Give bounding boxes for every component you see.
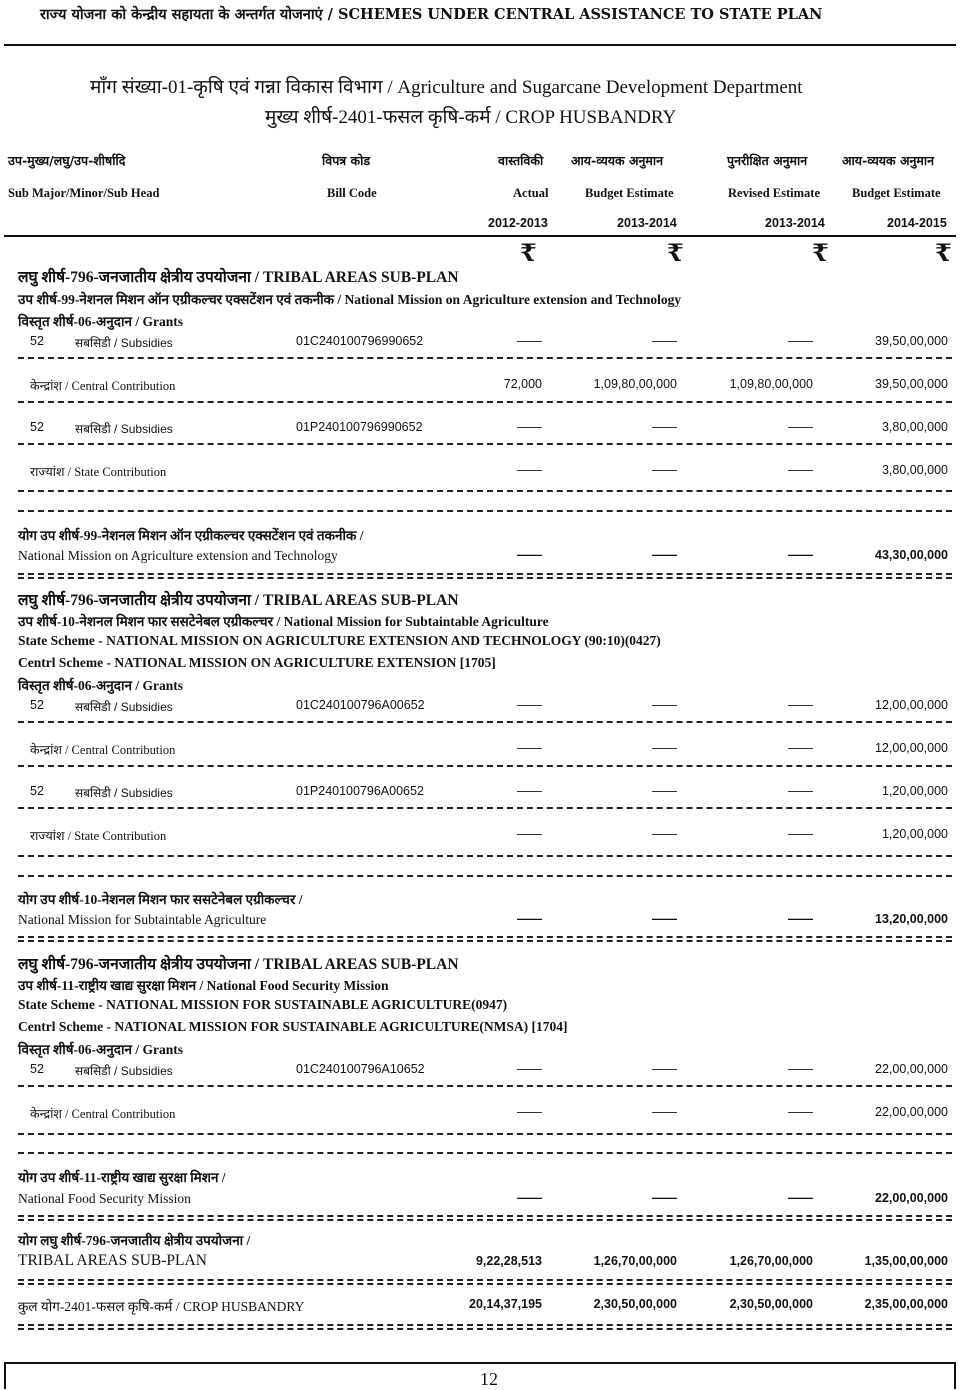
- col-be2-en: Budget Estimate: [852, 186, 941, 200]
- value-budget-estimate: ——: [652, 1062, 677, 1076]
- row-divider: [18, 573, 952, 575]
- footer-frame-right: [954, 1362, 956, 1389]
- row-divider: [18, 357, 952, 359]
- col-re-hi: पुनरीक्षित अनुमान: [727, 153, 808, 168]
- value-revised-estimate: ——: [788, 1105, 813, 1119]
- col-re-en: Revised Estimate: [728, 186, 820, 200]
- row-divider: [18, 855, 952, 857]
- value-revised-estimate: ——: [788, 784, 813, 798]
- value-actual: ——: [517, 698, 542, 712]
- row-divider: [18, 490, 952, 492]
- central-contribution-label: केन्द्रांश / Central Contribution: [30, 379, 176, 393]
- col-year-actual: 2012-2013: [488, 216, 548, 230]
- value-revised-estimate: ——: [788, 827, 813, 841]
- value-budget-estimate-2014: 3,80,00,000: [881, 463, 948, 477]
- value-revised-estimate: ——: [788, 463, 813, 477]
- value-actual: ——: [517, 741, 542, 755]
- row-divider: [18, 1324, 952, 1326]
- page-number: 12: [480, 1369, 498, 1389]
- subhead-total-name: National Mission for Subtaintable Agriculture: [18, 912, 267, 927]
- total-actual: ——: [517, 548, 542, 562]
- value-budget-estimate-2014: 12,00,00,000: [875, 741, 948, 755]
- col-year-be2: 2014-2015: [887, 216, 947, 230]
- row-divider: [18, 510, 952, 512]
- sub-head-title: उप शीर्ष-99-नेशनल मिशन ऑन एग्रीकल्चर एक्सटेंशन एवं तकनीक / National Mission on Agriculture extension and Technology: [18, 292, 682, 307]
- row-divider: [18, 1219, 952, 1221]
- minor-head-title: लघु शीर्ष-796-जनजातीय क्षेत्रीय उपयोजना / TRIBAL AREAS SUB-PLAN: [18, 269, 459, 286]
- value-budget-estimate-2014: 39,50,00,000: [875, 377, 948, 391]
- state-contribution-label: राज्यांश / State Contribution: [30, 465, 167, 479]
- footer-rule: [4, 1362, 956, 1364]
- total-revised-estimate: ——: [788, 548, 813, 562]
- object-code: 52: [30, 698, 44, 712]
- total-budget-estimate: ——: [652, 1191, 677, 1205]
- total-actual: 9,22,28,513: [475, 1254, 542, 1268]
- value-revised-estimate: ——: [788, 334, 813, 348]
- row-label: सबसिडी / Subsidies: [75, 336, 173, 350]
- col-bill-hi: विपत्र कोड: [322, 153, 371, 168]
- row-divider: [18, 401, 952, 403]
- rupee-symbol: ₹: [812, 238, 829, 267]
- value-budget-estimate-2014: 39,50,00,000: [875, 334, 948, 348]
- minor-head-title: लघु शीर्ष-796-जनजातीय क्षेत्रीय उपयोजना / TRIBAL AREAS SUB-PLAN: [18, 592, 459, 609]
- total-actual: ——: [517, 1191, 542, 1205]
- object-code: 52: [30, 784, 44, 798]
- value-budget-estimate: ——: [652, 784, 677, 798]
- row-divider: [18, 577, 952, 579]
- rupee-symbol: ₹: [935, 238, 952, 267]
- major-head-title: मुख्य शीर्ष-2401-फसल कृषि-कर्म / CROP HUSBANDRY: [265, 107, 677, 128]
- detail-head-title: विस्तृत शीर्ष-06-अनुदान / Grants: [18, 678, 183, 693]
- value-budget-estimate: ——: [652, 1105, 677, 1119]
- bill-code: 01C240100796990652: [296, 334, 424, 348]
- grand-total-actual: 20,14,37,195: [469, 1297, 542, 1311]
- row-divider: [18, 721, 952, 723]
- value-budget-estimate-2014: 1,20,00,000: [881, 827, 948, 841]
- total-revised-estimate: ——: [788, 1191, 813, 1205]
- value-budget-estimate-2014: 3,80,00,000: [881, 420, 948, 434]
- footer-frame-left: [4, 1362, 6, 1389]
- row-label: सबसिडी / Subsidies: [75, 422, 173, 436]
- row-divider: [18, 765, 952, 767]
- value-actual: ——: [517, 1105, 542, 1119]
- grand-total-budget-estimate-2014: 2,35,00,00,000: [864, 1297, 948, 1311]
- col-actual-en: Actual: [513, 186, 549, 200]
- col-head-hi: उप-मुख्य/लघु/उप-शीर्षादि: [8, 153, 126, 168]
- col-head-en: Sub Major/Minor/Sub Head: [8, 186, 160, 200]
- minor-head-total-name: TRIBAL AREAS SUB-PLAN: [18, 1252, 207, 1269]
- value-actual: ——: [517, 827, 542, 841]
- value-budget-estimate: ——: [652, 698, 677, 712]
- row-label: सबसिडी / Subsidies: [75, 700, 173, 714]
- value-actual: ——: [517, 1062, 542, 1076]
- minor-head-total-title: योग लघु शीर्ष-796-जनजातीय क्षेत्रीय उपयोजना /: [18, 1233, 251, 1248]
- rupee-symbol: ₹: [520, 238, 537, 267]
- bill-code: 01C240100796A10652: [296, 1062, 425, 1076]
- central-scheme: Centrl Scheme - NATIONAL MISSION FOR SUSTAINABLE AGRICULTURE(NMSA) [1704]: [18, 1019, 568, 1034]
- row-divider: [18, 443, 952, 445]
- value-budget-estimate: ——: [652, 463, 677, 477]
- total-budget-estimate-2014: 1,35,00,00,000: [864, 1254, 948, 1268]
- value-actual: ——: [517, 420, 542, 434]
- value-revised-estimate: ——: [788, 698, 813, 712]
- grand-total-label: कुल योग-2401-फसल कृषि-कर्म / CROP HUSBANDRY: [18, 1299, 305, 1314]
- row-label: सबसिडी / Subsidies: [75, 1064, 173, 1078]
- subhead-total-title: योग उप शीर्ष-11-राष्ट्रीय खाद्य सुरक्षा मिशन /: [18, 1170, 226, 1185]
- row-divider: [18, 1215, 952, 1217]
- subhead-total-title: योग उप शीर्ष-10-नेशनल मिशन फार ससटेनेबल एग्रीकल्चर /: [18, 892, 303, 907]
- row-divider: [18, 1328, 952, 1330]
- grand-total-revised-estimate: 2,30,50,00,000: [729, 1297, 813, 1311]
- state-scheme: State Scheme - NATIONAL MISSION FOR SUSTAINABLE AGRICULTURE(0947): [18, 997, 508, 1012]
- col-be2-hi: आय-व्ययक अनुमान: [842, 153, 935, 168]
- state-scheme: State Scheme - NATIONAL MISSION ON AGRICULTURE EXTENSION AND TECHNOLOGY (90:10)(0427): [18, 633, 661, 648]
- page-header: राज्य योजना को केन्द्रीय सहायता के अन्तर्गत योजनाएं / SCHEMES UNDER CENTRAL ASSISTANCE TO STATE PLAN: [40, 6, 823, 23]
- row-divider: [18, 940, 952, 942]
- value-budget-estimate-2014: 22,00,00,000: [875, 1062, 948, 1076]
- state-contribution-label: राज्यांश / State Contribution: [30, 829, 167, 843]
- row-divider: [18, 1133, 952, 1135]
- total-budget-estimate-2014: 22,00,00,000: [875, 1191, 948, 1205]
- value-budget-estimate-2014: 1,20,00,000: [881, 784, 948, 798]
- total-budget-estimate-2014: 43,30,00,000: [875, 548, 948, 562]
- total-budget-estimate-2014: 13,20,00,000: [875, 912, 948, 926]
- total-revised-estimate: ——: [788, 912, 813, 926]
- row-divider: [18, 936, 952, 938]
- bill-code: 01C240100796A00652: [296, 698, 425, 712]
- value-budget-estimate: ——: [652, 420, 677, 434]
- detail-head-title: विस्तृत शीर्ष-06-अनुदान / Grants: [18, 314, 183, 329]
- central-contribution-label: केन्द्रांश / Central Contribution: [30, 1107, 176, 1121]
- total-budget-estimate: 1,26,70,00,000: [593, 1254, 677, 1268]
- sub-head-title: उप शीर्ष-11-राष्ट्रीय खाद्य सुरक्षा मिशन / National Food Security Mission: [18, 978, 389, 993]
- row-divider: [18, 1279, 952, 1281]
- value-budget-estimate: 1,09,80,00,000: [593, 377, 677, 391]
- value-actual: ——: [517, 463, 542, 477]
- total-budget-estimate: ——: [652, 548, 677, 562]
- value-budget-estimate-2014: 22,00,00,000: [875, 1105, 948, 1119]
- value-revised-estimate: 1,09,80,00,000: [729, 377, 813, 391]
- col-year-re: 2013-2014: [765, 216, 825, 230]
- value-revised-estimate: ——: [788, 1062, 813, 1076]
- total-actual: ——: [517, 912, 542, 926]
- value-revised-estimate: ——: [788, 420, 813, 434]
- bill-code: 01P240100796A00652: [296, 784, 424, 798]
- central-scheme: Centrl Scheme - NATIONAL MISSION ON AGRICULTURE EXTENSION [1705]: [18, 655, 496, 670]
- value-actual: 72,000: [503, 377, 542, 391]
- col-be-en: Budget Estimate: [585, 186, 674, 200]
- subhead-total-name: National Food Security Mission: [18, 1191, 191, 1206]
- object-code: 52: [30, 420, 44, 434]
- demand-title: माँग संख्या-01-कृषि एवं गन्ना विकास विभाग / Agriculture and Sugarcane Development Department: [90, 77, 803, 98]
- subhead-total-name: National Mission on Agriculture extension and Technology: [18, 548, 338, 563]
- object-code: 52: [30, 1062, 44, 1076]
- header-rule: [4, 44, 956, 46]
- row-divider: [18, 807, 952, 809]
- col-actual-hi: वास्तविकी: [498, 153, 544, 168]
- row-label: सबसिडी / Subsidies: [75, 786, 173, 800]
- subhead-total-title: योग उप शीर्ष-99-नेशनल मिशन ऑन एग्रीकल्चर एक्सटेंशन एवं तकनीक /: [18, 528, 364, 543]
- col-bill-en: Bill Code: [327, 186, 377, 200]
- col-year-be: 2013-2014: [617, 216, 677, 230]
- value-actual: ——: [517, 334, 542, 348]
- total-budget-estimate: ——: [652, 912, 677, 926]
- value-budget-estimate: ——: [652, 827, 677, 841]
- value-budget-estimate-2014: 12,00,00,000: [875, 698, 948, 712]
- bill-code: 01P240100796990652: [296, 420, 423, 434]
- row-divider: [18, 1085, 952, 1087]
- col-be-hi: आय-व्ययक अनुमान: [571, 153, 664, 168]
- row-divider: [18, 1152, 952, 1154]
- value-budget-estimate: ——: [652, 741, 677, 755]
- row-divider: [18, 875, 952, 877]
- rupee-symbol: ₹: [667, 238, 684, 267]
- value-budget-estimate: ——: [652, 334, 677, 348]
- object-code: 52: [30, 334, 44, 348]
- sub-head-title: उप शीर्ष-10-नेशनल मिशन फार ससटेनेबल एग्रीकल्चर / National Mission for Subtaintable Agriculture: [18, 614, 549, 629]
- row-divider: [18, 1283, 952, 1285]
- value-revised-estimate: ——: [788, 741, 813, 755]
- detail-head-title: विस्तृत शीर्ष-06-अनुदान / Grants: [18, 1042, 183, 1057]
- grand-total-budget-estimate: 2,30,50,00,000: [593, 1297, 677, 1311]
- column-header-rule: [4, 235, 956, 237]
- minor-head-title: लघु शीर्ष-796-जनजातीय क्षेत्रीय उपयोजना / TRIBAL AREAS SUB-PLAN: [18, 956, 459, 973]
- central-contribution-label: केन्द्रांश / Central Contribution: [30, 743, 176, 757]
- total-revised-estimate: 1,26,70,00,000: [729, 1254, 813, 1268]
- value-actual: ——: [517, 784, 542, 798]
